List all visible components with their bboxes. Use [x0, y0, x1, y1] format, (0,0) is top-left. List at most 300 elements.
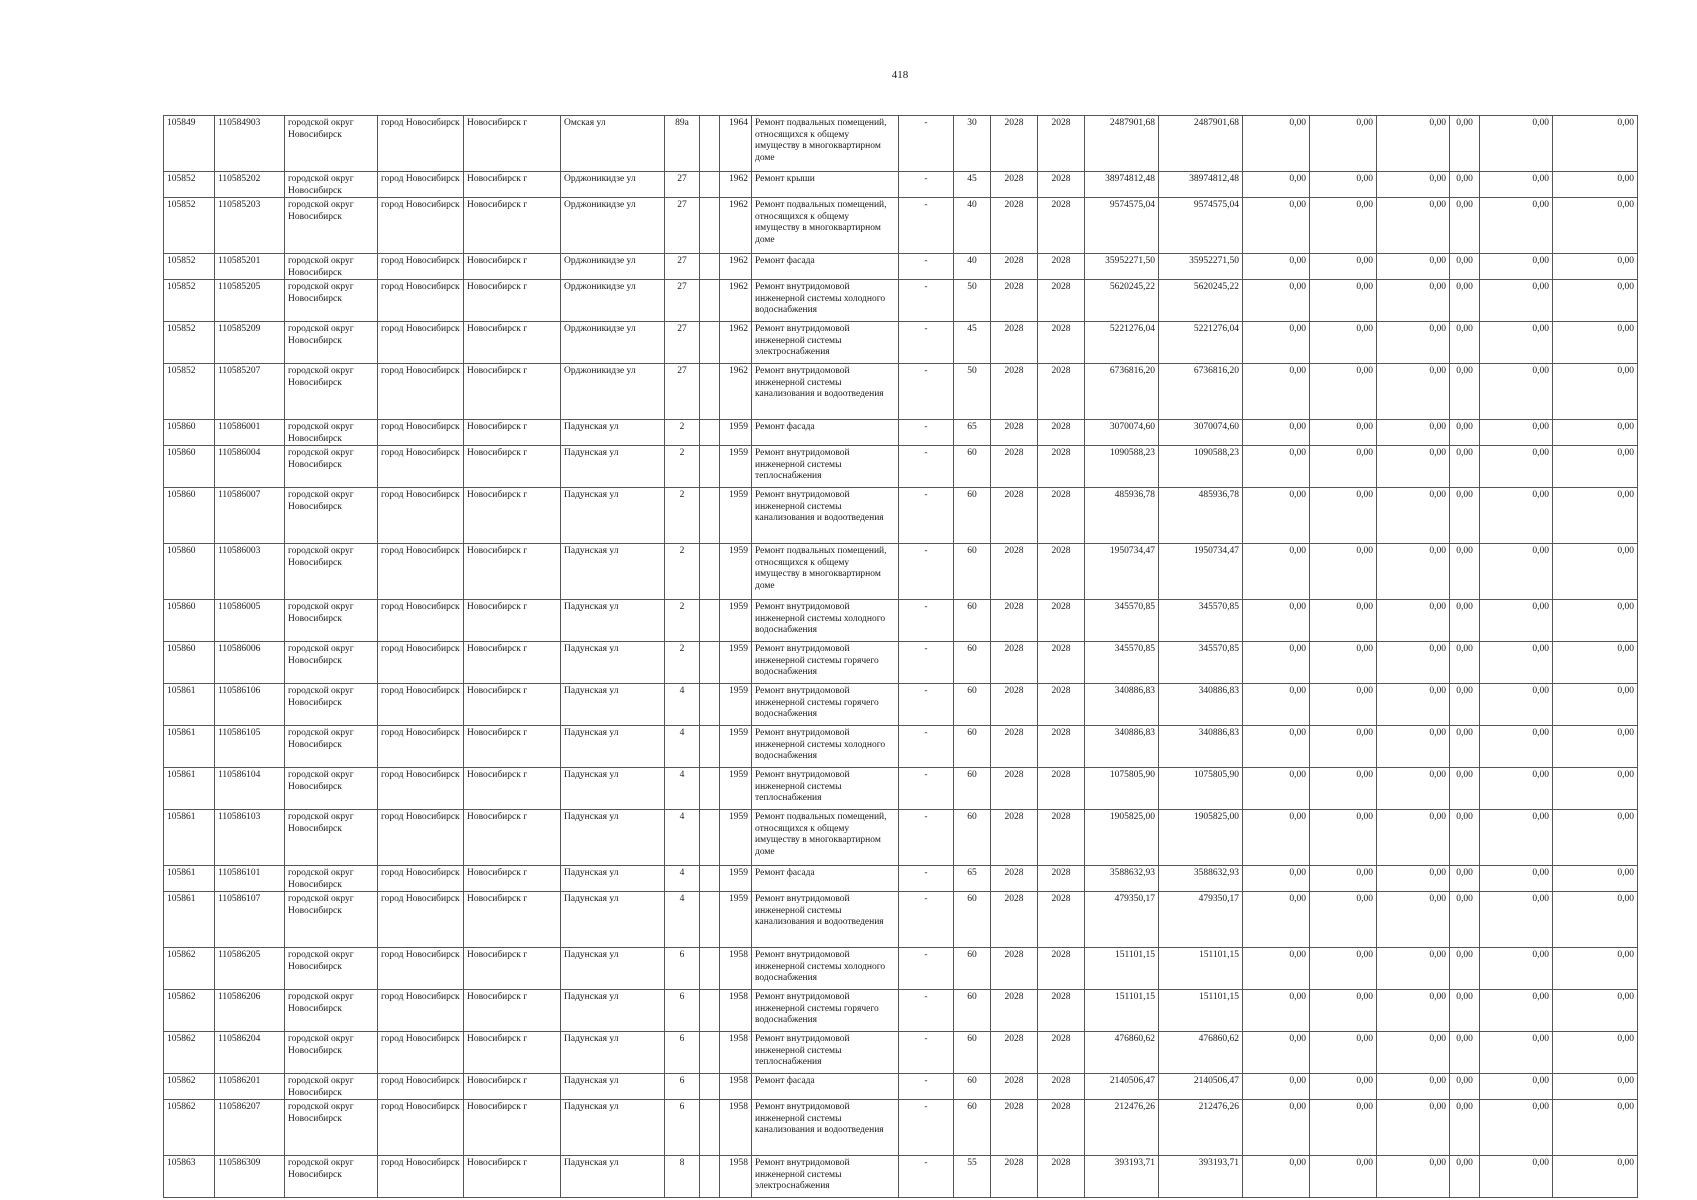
- cell-id: 105860: [164, 420, 215, 446]
- cell-work: Ремонт фасада: [752, 254, 899, 280]
- cell-settlement: город Новосибирск: [378, 198, 464, 254]
- cell-life: 60: [954, 768, 991, 810]
- cell-total: 2140506,47: [1085, 1074, 1159, 1100]
- cell-total: 345570,85: [1085, 642, 1159, 684]
- cell-z6: 0,00: [1553, 172, 1638, 198]
- cell-z3: 0,00: [1377, 726, 1450, 768]
- cell-fund: 476860,62: [1159, 1032, 1243, 1074]
- cell-z6: 0,00: [1553, 990, 1638, 1032]
- cell-z4: 0,00: [1450, 1100, 1480, 1156]
- cell-to: 2028: [1038, 810, 1085, 866]
- cell-id: 105852: [164, 254, 215, 280]
- table-row: [164, 280, 1638, 322]
- cell-year: 1962: [720, 280, 752, 322]
- cell-settlement: город Новосибирск: [378, 1032, 464, 1074]
- cell-to: 2028: [1038, 488, 1085, 544]
- cell-street: Падунская ул: [561, 544, 665, 600]
- cell-city: Новосибирск г: [464, 948, 561, 990]
- cell-code: 110586007: [215, 488, 285, 544]
- cell-z1: 0,00: [1243, 1032, 1310, 1074]
- cell-code: 110586105: [215, 726, 285, 768]
- cell-code: 110586205: [215, 948, 285, 990]
- cell-fund: 35952271,50: [1159, 254, 1243, 280]
- cell-work: Ремонт внутридомовой инженерной системы канализования и водоотведения: [752, 1100, 899, 1156]
- cell-total: 1950734,47: [1085, 544, 1159, 600]
- cell-life: 50: [954, 280, 991, 322]
- table-row: [164, 810, 1638, 866]
- cell-year: 1959: [720, 866, 752, 892]
- cell-fund: 479350,17: [1159, 892, 1243, 948]
- cell-z4: 0,00: [1450, 866, 1480, 892]
- cell-bldg: [700, 1032, 720, 1074]
- cell-district: городской округ Новосибирск: [285, 768, 378, 810]
- cell-fund: 212476,26: [1159, 1100, 1243, 1156]
- cell-code: 110585203: [215, 198, 285, 254]
- cell-z2: 0,00: [1310, 642, 1377, 684]
- cell-from: 2028: [991, 364, 1038, 420]
- cell-id: 105860: [164, 544, 215, 600]
- cell-z2: 0,00: [1310, 446, 1377, 488]
- cell-to: 2028: [1038, 600, 1085, 642]
- cell-z1: 0,00: [1243, 600, 1310, 642]
- cell-from: 2028: [991, 1100, 1038, 1156]
- cell-fund: 38974812,48: [1159, 172, 1243, 198]
- cell-z4: 0,00: [1450, 446, 1480, 488]
- cell-from: 2028: [991, 948, 1038, 990]
- cell-z6: 0,00: [1553, 420, 1638, 446]
- cell-z3: 0,00: [1377, 172, 1450, 198]
- cell-work: Ремонт внутридомовой инженерной системы канализования и водоотведения: [752, 488, 899, 544]
- cell-total: 1905825,00: [1085, 810, 1159, 866]
- cell-street: Падунская ул: [561, 446, 665, 488]
- cell-life: 65: [954, 420, 991, 446]
- cell-street: Падунская ул: [561, 990, 665, 1032]
- cell-fund: 3588632,93: [1159, 866, 1243, 892]
- cell-z1: 0,00: [1243, 364, 1310, 420]
- cell-id: 105852: [164, 198, 215, 254]
- cell-z1: 0,00: [1243, 768, 1310, 810]
- cell-z5: 0,00: [1480, 280, 1553, 322]
- cell-z6: 0,00: [1553, 866, 1638, 892]
- cell-life: 60: [954, 1032, 991, 1074]
- cell-total: 476860,62: [1085, 1032, 1159, 1074]
- cell-district: городской округ Новосибирск: [285, 1032, 378, 1074]
- cell-z1: 0,00: [1243, 488, 1310, 544]
- cell-street: Падунская ул: [561, 642, 665, 684]
- cell-id: 105861: [164, 892, 215, 948]
- cell-dash: -: [899, 768, 954, 810]
- cell-bldg: [700, 1074, 720, 1100]
- cell-year: 1958: [720, 948, 752, 990]
- cell-z1: 0,00: [1243, 684, 1310, 726]
- cell-district: городской округ Новосибирск: [285, 254, 378, 280]
- cell-fund: 345570,85: [1159, 642, 1243, 684]
- cell-street: Орджоникидзе ул: [561, 254, 665, 280]
- table-row: [164, 1100, 1638, 1156]
- cell-house: 4: [665, 768, 700, 810]
- cell-z4: 0,00: [1450, 420, 1480, 446]
- cell-house: 2: [665, 420, 700, 446]
- cell-street: Падунская ул: [561, 600, 665, 642]
- cell-work: Ремонт подвальных помещений, относящихся к общему имуществу в многоквартирном доме: [752, 116, 899, 172]
- cell-district: городской округ Новосибирск: [285, 726, 378, 768]
- cell-street: Падунская ул: [561, 1074, 665, 1100]
- cell-z6: 0,00: [1553, 1156, 1638, 1198]
- cell-life: 60: [954, 1100, 991, 1156]
- cell-z6: 0,00: [1553, 280, 1638, 322]
- cell-house: 89а: [665, 116, 700, 172]
- cell-house: 2: [665, 544, 700, 600]
- cell-z6: 0,00: [1553, 1074, 1638, 1100]
- cell-dash: -: [899, 420, 954, 446]
- cell-year: 1958: [720, 1074, 752, 1100]
- cell-dash: -: [899, 810, 954, 866]
- cell-work: Ремонт фасада: [752, 420, 899, 446]
- cell-work: Ремонт крыши: [752, 172, 899, 198]
- cell-from: 2028: [991, 322, 1038, 364]
- cell-to: 2028: [1038, 866, 1085, 892]
- cell-z6: 0,00: [1553, 364, 1638, 420]
- cell-z5: 0,00: [1480, 198, 1553, 254]
- cell-street: Омская ул: [561, 116, 665, 172]
- cell-district: городской округ Новосибирск: [285, 684, 378, 726]
- cell-city: Новосибирск г: [464, 684, 561, 726]
- cell-bldg: [700, 684, 720, 726]
- cell-id: 105863: [164, 1156, 215, 1198]
- cell-total: 2487901,68: [1085, 116, 1159, 172]
- cell-code: 110585202: [215, 172, 285, 198]
- cell-city: Новосибирск г: [464, 280, 561, 322]
- cell-settlement: город Новосибирск: [378, 948, 464, 990]
- cell-house: 2: [665, 446, 700, 488]
- cell-code: 110586201: [215, 1074, 285, 1100]
- cell-z3: 0,00: [1377, 364, 1450, 420]
- cell-bldg: [700, 810, 720, 866]
- cell-from: 2028: [991, 726, 1038, 768]
- cell-work: Ремонт внутридомовой инженерной системы холодного водоснабжения: [752, 726, 899, 768]
- cell-z5: 0,00: [1480, 726, 1553, 768]
- cell-city: Новосибирск г: [464, 1100, 561, 1156]
- cell-year: 1958: [720, 1032, 752, 1074]
- cell-z5: 0,00: [1480, 642, 1553, 684]
- cell-life: 65: [954, 866, 991, 892]
- cell-dash: -: [899, 488, 954, 544]
- cell-street: Орджоникидзе ул: [561, 364, 665, 420]
- cell-z4: 0,00: [1450, 1032, 1480, 1074]
- cell-total: 38974812,48: [1085, 172, 1159, 198]
- cell-z2: 0,00: [1310, 810, 1377, 866]
- cell-z4: 0,00: [1450, 172, 1480, 198]
- cell-fund: 9574575,04: [1159, 198, 1243, 254]
- cell-settlement: город Новосибирск: [378, 1156, 464, 1198]
- cell-z1: 0,00: [1243, 1156, 1310, 1198]
- cell-z6: 0,00: [1553, 198, 1638, 254]
- cell-code: 110585209: [215, 322, 285, 364]
- cell-z5: 0,00: [1480, 420, 1553, 446]
- cell-z5: 0,00: [1480, 116, 1553, 172]
- cell-bldg: [700, 172, 720, 198]
- cell-z3: 0,00: [1377, 544, 1450, 600]
- cell-fund: 2140506,47: [1159, 1074, 1243, 1100]
- cell-to: 2028: [1038, 280, 1085, 322]
- cell-dash: -: [899, 254, 954, 280]
- cell-from: 2028: [991, 768, 1038, 810]
- cell-code: 110586309: [215, 1156, 285, 1198]
- cell-z3: 0,00: [1377, 1074, 1450, 1100]
- cell-bldg: [700, 116, 720, 172]
- cell-work: Ремонт внутридомовой инженерной системы канализования и водоотведения: [752, 364, 899, 420]
- cell-from: 2028: [991, 600, 1038, 642]
- cell-z3: 0,00: [1377, 684, 1450, 726]
- cell-z1: 0,00: [1243, 322, 1310, 364]
- cell-house: 6: [665, 1074, 700, 1100]
- cell-street: Падунская ул: [561, 726, 665, 768]
- cell-z2: 0,00: [1310, 488, 1377, 544]
- cell-district: городской округ Новосибирск: [285, 600, 378, 642]
- cell-from: 2028: [991, 684, 1038, 726]
- cell-year: 1959: [720, 684, 752, 726]
- table-row: [164, 866, 1638, 892]
- cell-z2: 0,00: [1310, 990, 1377, 1032]
- cell-z3: 0,00: [1377, 892, 1450, 948]
- cell-district: городской округ Новосибирск: [285, 116, 378, 172]
- cell-id: 105852: [164, 322, 215, 364]
- cell-z3: 0,00: [1377, 990, 1450, 1032]
- cell-id: 105862: [164, 1032, 215, 1074]
- cell-z4: 0,00: [1450, 198, 1480, 254]
- cell-total: 151101,15: [1085, 990, 1159, 1032]
- cell-z2: 0,00: [1310, 948, 1377, 990]
- cell-house: 2: [665, 488, 700, 544]
- cell-district: городской округ Новосибирск: [285, 948, 378, 990]
- cell-code: 110586101: [215, 866, 285, 892]
- cell-city: Новосибирск г: [464, 1156, 561, 1198]
- cell-z3: 0,00: [1377, 600, 1450, 642]
- cell-district: городской округ Новосибирск: [285, 1156, 378, 1198]
- cell-city: Новосибирск г: [464, 254, 561, 280]
- cell-district: городской округ Новосибирск: [285, 642, 378, 684]
- cell-city: Новосибирск г: [464, 866, 561, 892]
- cell-settlement: город Новосибирск: [378, 172, 464, 198]
- cell-z4: 0,00: [1450, 642, 1480, 684]
- cell-year: 1959: [720, 642, 752, 684]
- cell-code: 110586204: [215, 1032, 285, 1074]
- cell-district: городской округ Новосибирск: [285, 1074, 378, 1100]
- cell-z4: 0,00: [1450, 254, 1480, 280]
- cell-street: Падунская ул: [561, 892, 665, 948]
- cell-id: 105860: [164, 446, 215, 488]
- cell-work: Ремонт внутридомовой инженерной системы теплоснабжения: [752, 1032, 899, 1074]
- cell-id: 105861: [164, 866, 215, 892]
- cell-z6: 0,00: [1553, 116, 1638, 172]
- cell-city: Новосибирск г: [464, 364, 561, 420]
- cell-id: 105862: [164, 1100, 215, 1156]
- cell-z2: 0,00: [1310, 172, 1377, 198]
- cell-to: 2028: [1038, 420, 1085, 446]
- cell-to: 2028: [1038, 322, 1085, 364]
- cell-city: Новосибирск г: [464, 1032, 561, 1074]
- cell-z3: 0,00: [1377, 280, 1450, 322]
- cell-z2: 0,00: [1310, 364, 1377, 420]
- cell-z3: 0,00: [1377, 810, 1450, 866]
- cell-street: Падунская ул: [561, 488, 665, 544]
- cell-bldg: [700, 990, 720, 1032]
- cell-z5: 0,00: [1480, 1032, 1553, 1074]
- cell-to: 2028: [1038, 948, 1085, 990]
- cell-bldg: [700, 544, 720, 600]
- cell-z5: 0,00: [1480, 254, 1553, 280]
- cell-settlement: город Новосибирск: [378, 866, 464, 892]
- table-row: [164, 254, 1638, 280]
- cell-dash: -: [899, 364, 954, 420]
- cell-to: 2028: [1038, 116, 1085, 172]
- cell-z5: 0,00: [1480, 1156, 1553, 1198]
- cell-from: 2028: [991, 488, 1038, 544]
- cell-city: Новосибирск г: [464, 726, 561, 768]
- cell-z3: 0,00: [1377, 254, 1450, 280]
- cell-total: 393193,71: [1085, 1156, 1159, 1198]
- cell-from: 2028: [991, 446, 1038, 488]
- cell-year: 1958: [720, 990, 752, 1032]
- cell-bldg: [700, 866, 720, 892]
- cell-bldg: [700, 892, 720, 948]
- table-row: [164, 198, 1638, 254]
- cell-street: Падунская ул: [561, 420, 665, 446]
- cell-house: 2: [665, 600, 700, 642]
- table-row: [164, 420, 1638, 446]
- cell-from: 2028: [991, 116, 1038, 172]
- cell-from: 2028: [991, 1032, 1038, 1074]
- cell-code: 110586004: [215, 446, 285, 488]
- cell-fund: 151101,15: [1159, 990, 1243, 1032]
- cell-z1: 0,00: [1243, 866, 1310, 892]
- cell-city: Новосибирск г: [464, 892, 561, 948]
- cell-settlement: город Новосибирск: [378, 642, 464, 684]
- cell-from: 2028: [991, 198, 1038, 254]
- cell-settlement: город Новосибирск: [378, 810, 464, 866]
- cell-z3: 0,00: [1377, 948, 1450, 990]
- cell-street: Орджоникидзе ул: [561, 280, 665, 322]
- cell-bldg: [700, 726, 720, 768]
- cell-year: 1959: [720, 768, 752, 810]
- cell-life: 60: [954, 1074, 991, 1100]
- cell-work: Ремонт внутридомовой инженерной системы горячего водоснабжения: [752, 642, 899, 684]
- cell-z1: 0,00: [1243, 810, 1310, 866]
- table-row: [164, 1074, 1638, 1100]
- cell-house: 27: [665, 172, 700, 198]
- cell-life: 60: [954, 684, 991, 726]
- cell-bldg: [700, 768, 720, 810]
- cell-life: 60: [954, 726, 991, 768]
- cell-z5: 0,00: [1480, 684, 1553, 726]
- cell-city: Новосибирск г: [464, 488, 561, 544]
- cell-fund: 2487901,68: [1159, 116, 1243, 172]
- cell-z1: 0,00: [1243, 726, 1310, 768]
- cell-year: 1958: [720, 1156, 752, 1198]
- cell-city: Новосибирск г: [464, 172, 561, 198]
- cell-z5: 0,00: [1480, 1074, 1553, 1100]
- cell-work: Ремонт внутридомовой инженерной системы горячего водоснабжения: [752, 684, 899, 726]
- cell-z4: 0,00: [1450, 892, 1480, 948]
- table-row: [164, 948, 1638, 990]
- cell-z2: 0,00: [1310, 1100, 1377, 1156]
- cell-z6: 0,00: [1553, 544, 1638, 600]
- cell-to: 2028: [1038, 1032, 1085, 1074]
- cell-district: городской округ Новосибирск: [285, 420, 378, 446]
- cell-life: 60: [954, 810, 991, 866]
- cell-city: Новосибирск г: [464, 322, 561, 364]
- table-row: [164, 892, 1638, 948]
- table-row: [164, 172, 1638, 198]
- cell-z5: 0,00: [1480, 364, 1553, 420]
- cell-fund: 340886,83: [1159, 726, 1243, 768]
- cell-year: 1959: [720, 892, 752, 948]
- cell-total: 6736816,20: [1085, 364, 1159, 420]
- cell-z1: 0,00: [1243, 990, 1310, 1032]
- cell-city: Новосибирск г: [464, 116, 561, 172]
- cell-fund: 1090588,23: [1159, 446, 1243, 488]
- cell-z6: 0,00: [1553, 1032, 1638, 1074]
- cell-life: 40: [954, 254, 991, 280]
- cell-year: 1958: [720, 1100, 752, 1156]
- cell-work: Ремонт внутридомовой инженерной системы теплоснабжения: [752, 768, 899, 810]
- cell-fund: 1950734,47: [1159, 544, 1243, 600]
- cell-settlement: город Новосибирск: [378, 364, 464, 420]
- table-row: [164, 1156, 1638, 1198]
- cell-house: 2: [665, 642, 700, 684]
- cell-fund: 1905825,00: [1159, 810, 1243, 866]
- cell-city: Новосибирск г: [464, 990, 561, 1032]
- cell-z4: 0,00: [1450, 768, 1480, 810]
- cell-dash: -: [899, 198, 954, 254]
- cell-total: 3588632,93: [1085, 866, 1159, 892]
- cell-life: 60: [954, 544, 991, 600]
- cell-z4: 0,00: [1450, 488, 1480, 544]
- cell-code: 110584903: [215, 116, 285, 172]
- cell-settlement: город Новосибирск: [378, 726, 464, 768]
- cell-z3: 0,00: [1377, 322, 1450, 364]
- cell-street: Падунская ул: [561, 948, 665, 990]
- cell-z6: 0,00: [1553, 768, 1638, 810]
- cell-id: 105860: [164, 642, 215, 684]
- cell-z2: 0,00: [1310, 600, 1377, 642]
- cell-city: Новосибирск г: [464, 600, 561, 642]
- cell-life: 60: [954, 488, 991, 544]
- cell-code: 110585207: [215, 364, 285, 420]
- cell-settlement: город Новосибирск: [378, 420, 464, 446]
- cell-z4: 0,00: [1450, 948, 1480, 990]
- cell-from: 2028: [991, 990, 1038, 1032]
- cell-street: Падунская ул: [561, 866, 665, 892]
- cell-life: 60: [954, 948, 991, 990]
- cell-work: Ремонт подвальных помещений, относящихся к общему имуществу в многоквартирном доме: [752, 198, 899, 254]
- cell-house: 27: [665, 322, 700, 364]
- cell-year: 1959: [720, 810, 752, 866]
- table-row: [164, 1032, 1638, 1074]
- cell-dash: -: [899, 600, 954, 642]
- cell-work: Ремонт внутридомовой инженерной системы холодного водоснабжения: [752, 280, 899, 322]
- cell-to: 2028: [1038, 684, 1085, 726]
- cell-city: Новосибирск г: [464, 642, 561, 684]
- cell-z3: 0,00: [1377, 420, 1450, 446]
- cell-id: 105861: [164, 684, 215, 726]
- cell-z5: 0,00: [1480, 600, 1553, 642]
- cell-district: городской округ Новосибирск: [285, 1100, 378, 1156]
- cell-city: Новосибирск г: [464, 544, 561, 600]
- cell-house: 27: [665, 198, 700, 254]
- cell-year: 1962: [720, 364, 752, 420]
- cell-fund: 151101,15: [1159, 948, 1243, 990]
